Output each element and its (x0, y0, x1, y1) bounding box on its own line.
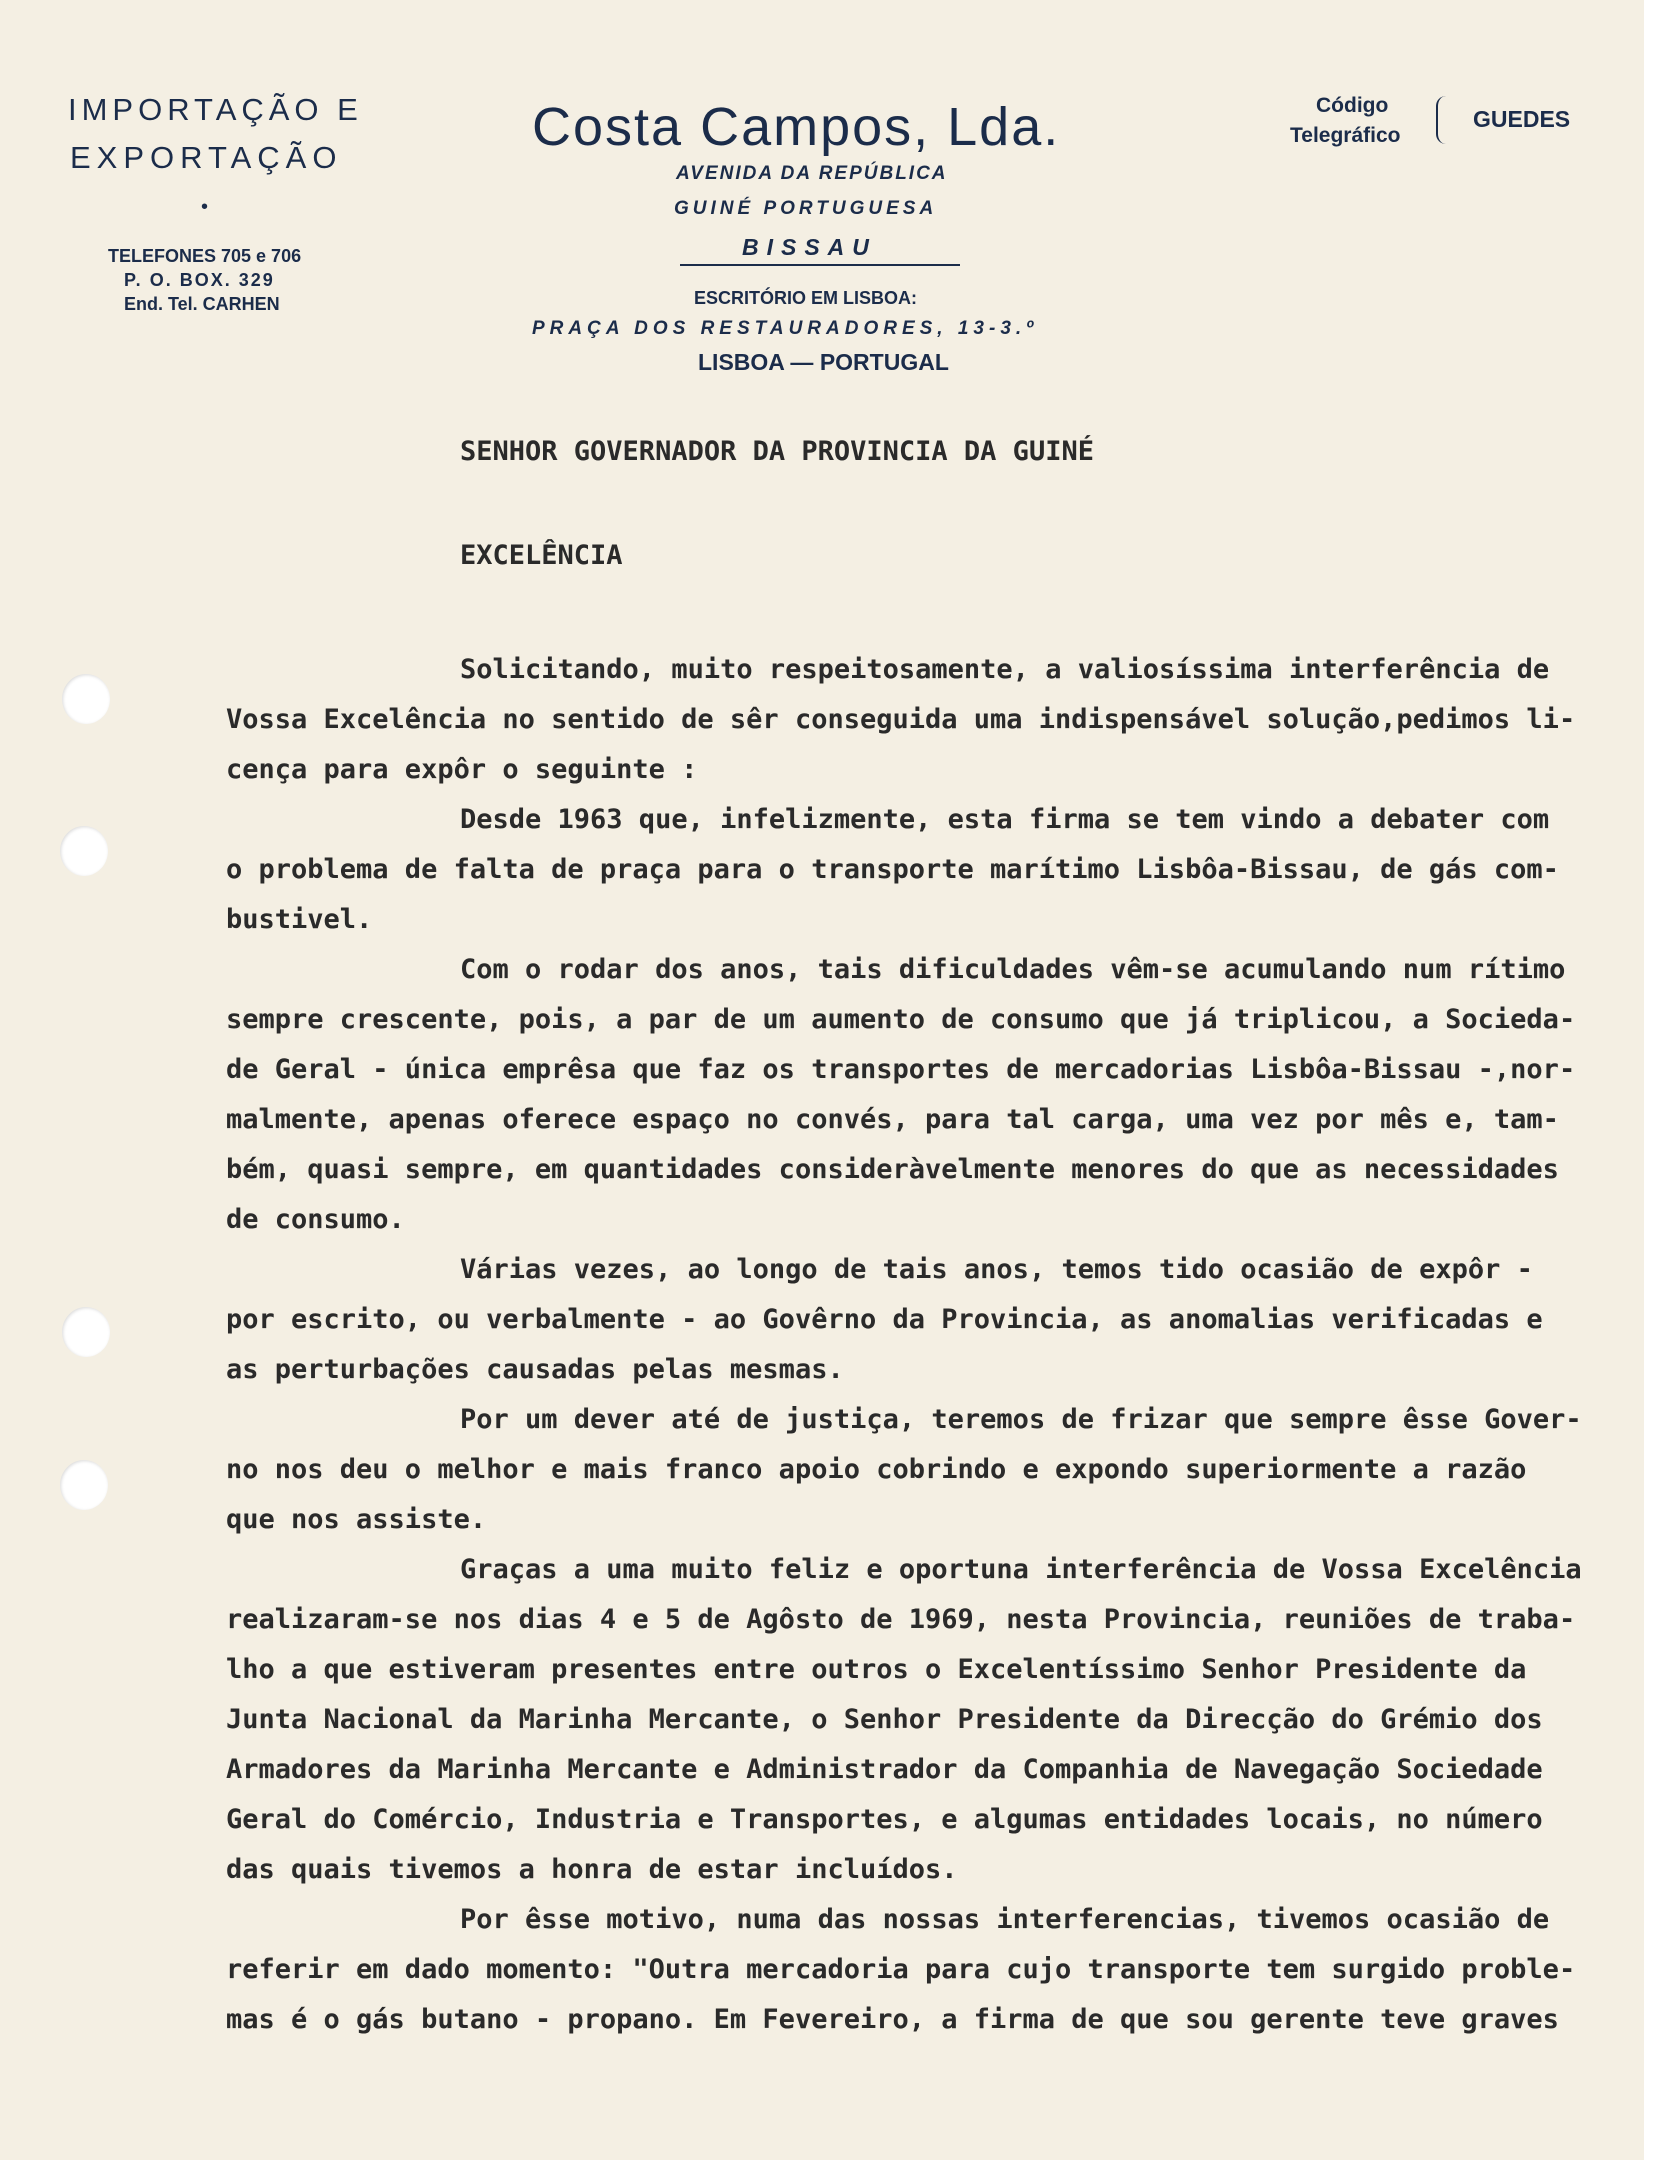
addressee: SENHOR GOVERNADOR DA PROVINCIA DA GUINÉ (460, 436, 1094, 467)
body-line: das quais tivemos a honra de estar incluídos. (226, 1854, 958, 1885)
punch-hole (60, 826, 108, 876)
body-line: Junta Nacional da Marinha Mercante, o Senhor Presidente da Direcção do Grémio dos (226, 1704, 1543, 1735)
body-line: no nos deu o melhor e mais franco apoio cobrindo e expondo superiormente a razão (226, 1454, 1527, 1485)
telegraph-code-brace (1436, 96, 1450, 144)
body-line: que nos assiste. (226, 1504, 487, 1535)
company-name: Costa Campos, Lda. (532, 97, 1061, 157)
letterhead-telefones: TELEFONES 705 e 706 (108, 246, 302, 266)
letterhead-left-line1: IMPORTAÇÃO E (68, 92, 363, 127)
body-line: sempre crescente, pois, a par de um aumento de consumo que já triplicou, a Socieda- (226, 1004, 1576, 1035)
letterhead-address-country: GUINÉ PORTUGUESA (674, 198, 938, 219)
body-line: Várias vezes, ao longo de tais anos, temos tido ocasião de expôr - (460, 1254, 1533, 1285)
body-line: bém, quasi sempre, em quantidades consideràvelmente menores do que as necessidades (226, 1154, 1559, 1185)
body-line: Por um dever até de justiça, teremos de frizar que sempre êsse Gover- (460, 1404, 1582, 1435)
body-line: lho a que estiveram presentes entre outros o Excelentíssimo Senhor Presidente da (226, 1654, 1527, 1685)
office-address: PRAÇA DOS RESTAURADORES, 13-3.º (532, 318, 1039, 339)
telegraph-code-label-1: Código (1316, 94, 1389, 117)
letterhead-end-tel: End. Tel. CARHEN (124, 294, 280, 314)
body-line: Vossa Excelência no sentido de sêr conseguida uma indispensável solução,pedimos li- (226, 704, 1576, 735)
letterhead-pobox: P. O. BOX. 329 (124, 270, 275, 290)
punch-hole (60, 1460, 108, 1510)
body-line: Solicitando, muito respeitosamente, a valiosíssima interferência de (460, 654, 1550, 685)
office-label: ESCRITÓRIO EM LISBOA: (694, 288, 918, 308)
letterhead-bullet: • (201, 196, 209, 218)
letterhead-address-street: AVENIDA DA REPÚBLICA (676, 163, 948, 184)
body-line: Desde 1963 que, infelizmente, esta firma se tem vindo a debater com (460, 804, 1550, 835)
letterhead-divider (680, 264, 960, 266)
page-margin-strip (1644, 0, 1664, 2160)
letterhead-left-line2: EXPORTAÇÃO (70, 140, 343, 175)
body-line: Armadores da Marinha Mercante e Administrador da Companhia de Navegação Sociedade (226, 1754, 1543, 1785)
body-line: Graças a uma muito feliz e oportuna interferência de Vossa Excelência (460, 1554, 1582, 1585)
body-line: de consumo. (226, 1204, 405, 1235)
telegraph-code-value: GUEDES (1473, 106, 1571, 132)
punch-hole (62, 674, 110, 724)
body-line: malmente, apenas oferece espaço no convés, para tal carga, uma vez por mês e, tam- (226, 1104, 1559, 1135)
body-line: referir em dado momento: "Outra mercadoria para cujo transporte tem surgido proble- (226, 1954, 1576, 1985)
body-line: realizaram-se nos dias 4 e 5 de Agôsto de 1969, nesta Provincia, reuniões de traba- (226, 1604, 1576, 1635)
telegraph-code-label-2: Telegráfico (1290, 124, 1401, 147)
letterhead-city: BISSAU (742, 234, 877, 260)
office-city: LISBOA — PORTUGAL (698, 349, 949, 375)
body-line: Com o rodar dos anos, tais dificuldades vêm-se acumulando num rítimo (460, 954, 1566, 985)
punch-hole (62, 1307, 110, 1357)
body-line: de Geral - única emprêsa que faz os transportes de mercadorias Lisbôa-Bissau -,nor- (226, 1054, 1576, 1085)
body-line: Por êsse motivo, numa das nossas interferencias, tivemos ocasião de (460, 1904, 1550, 1935)
body-line: o problema de falta de praça para o transporte marítimo Lisbôa-Bissau, de gás com- (226, 854, 1559, 885)
body-line: mas é o gás butano - propano. Em Fevereiro, a firma de que sou gerente teve graves (226, 2004, 1559, 2035)
body-line: por escrito, ou verbalmente - ao Govêrno da Provincia, as anomalias verificadas e (226, 1304, 1543, 1335)
body-line: bustivel. (226, 904, 373, 935)
body-line: cença para expôr o seguinte : (226, 754, 698, 785)
salutation: EXCELÊNCIA (460, 540, 623, 571)
body-line: as perturbações causadas pelas mesmas. (226, 1354, 844, 1385)
body-line: Geral do Comércio, Industria e Transportes, e algumas entidades locais, no número (226, 1804, 1543, 1835)
